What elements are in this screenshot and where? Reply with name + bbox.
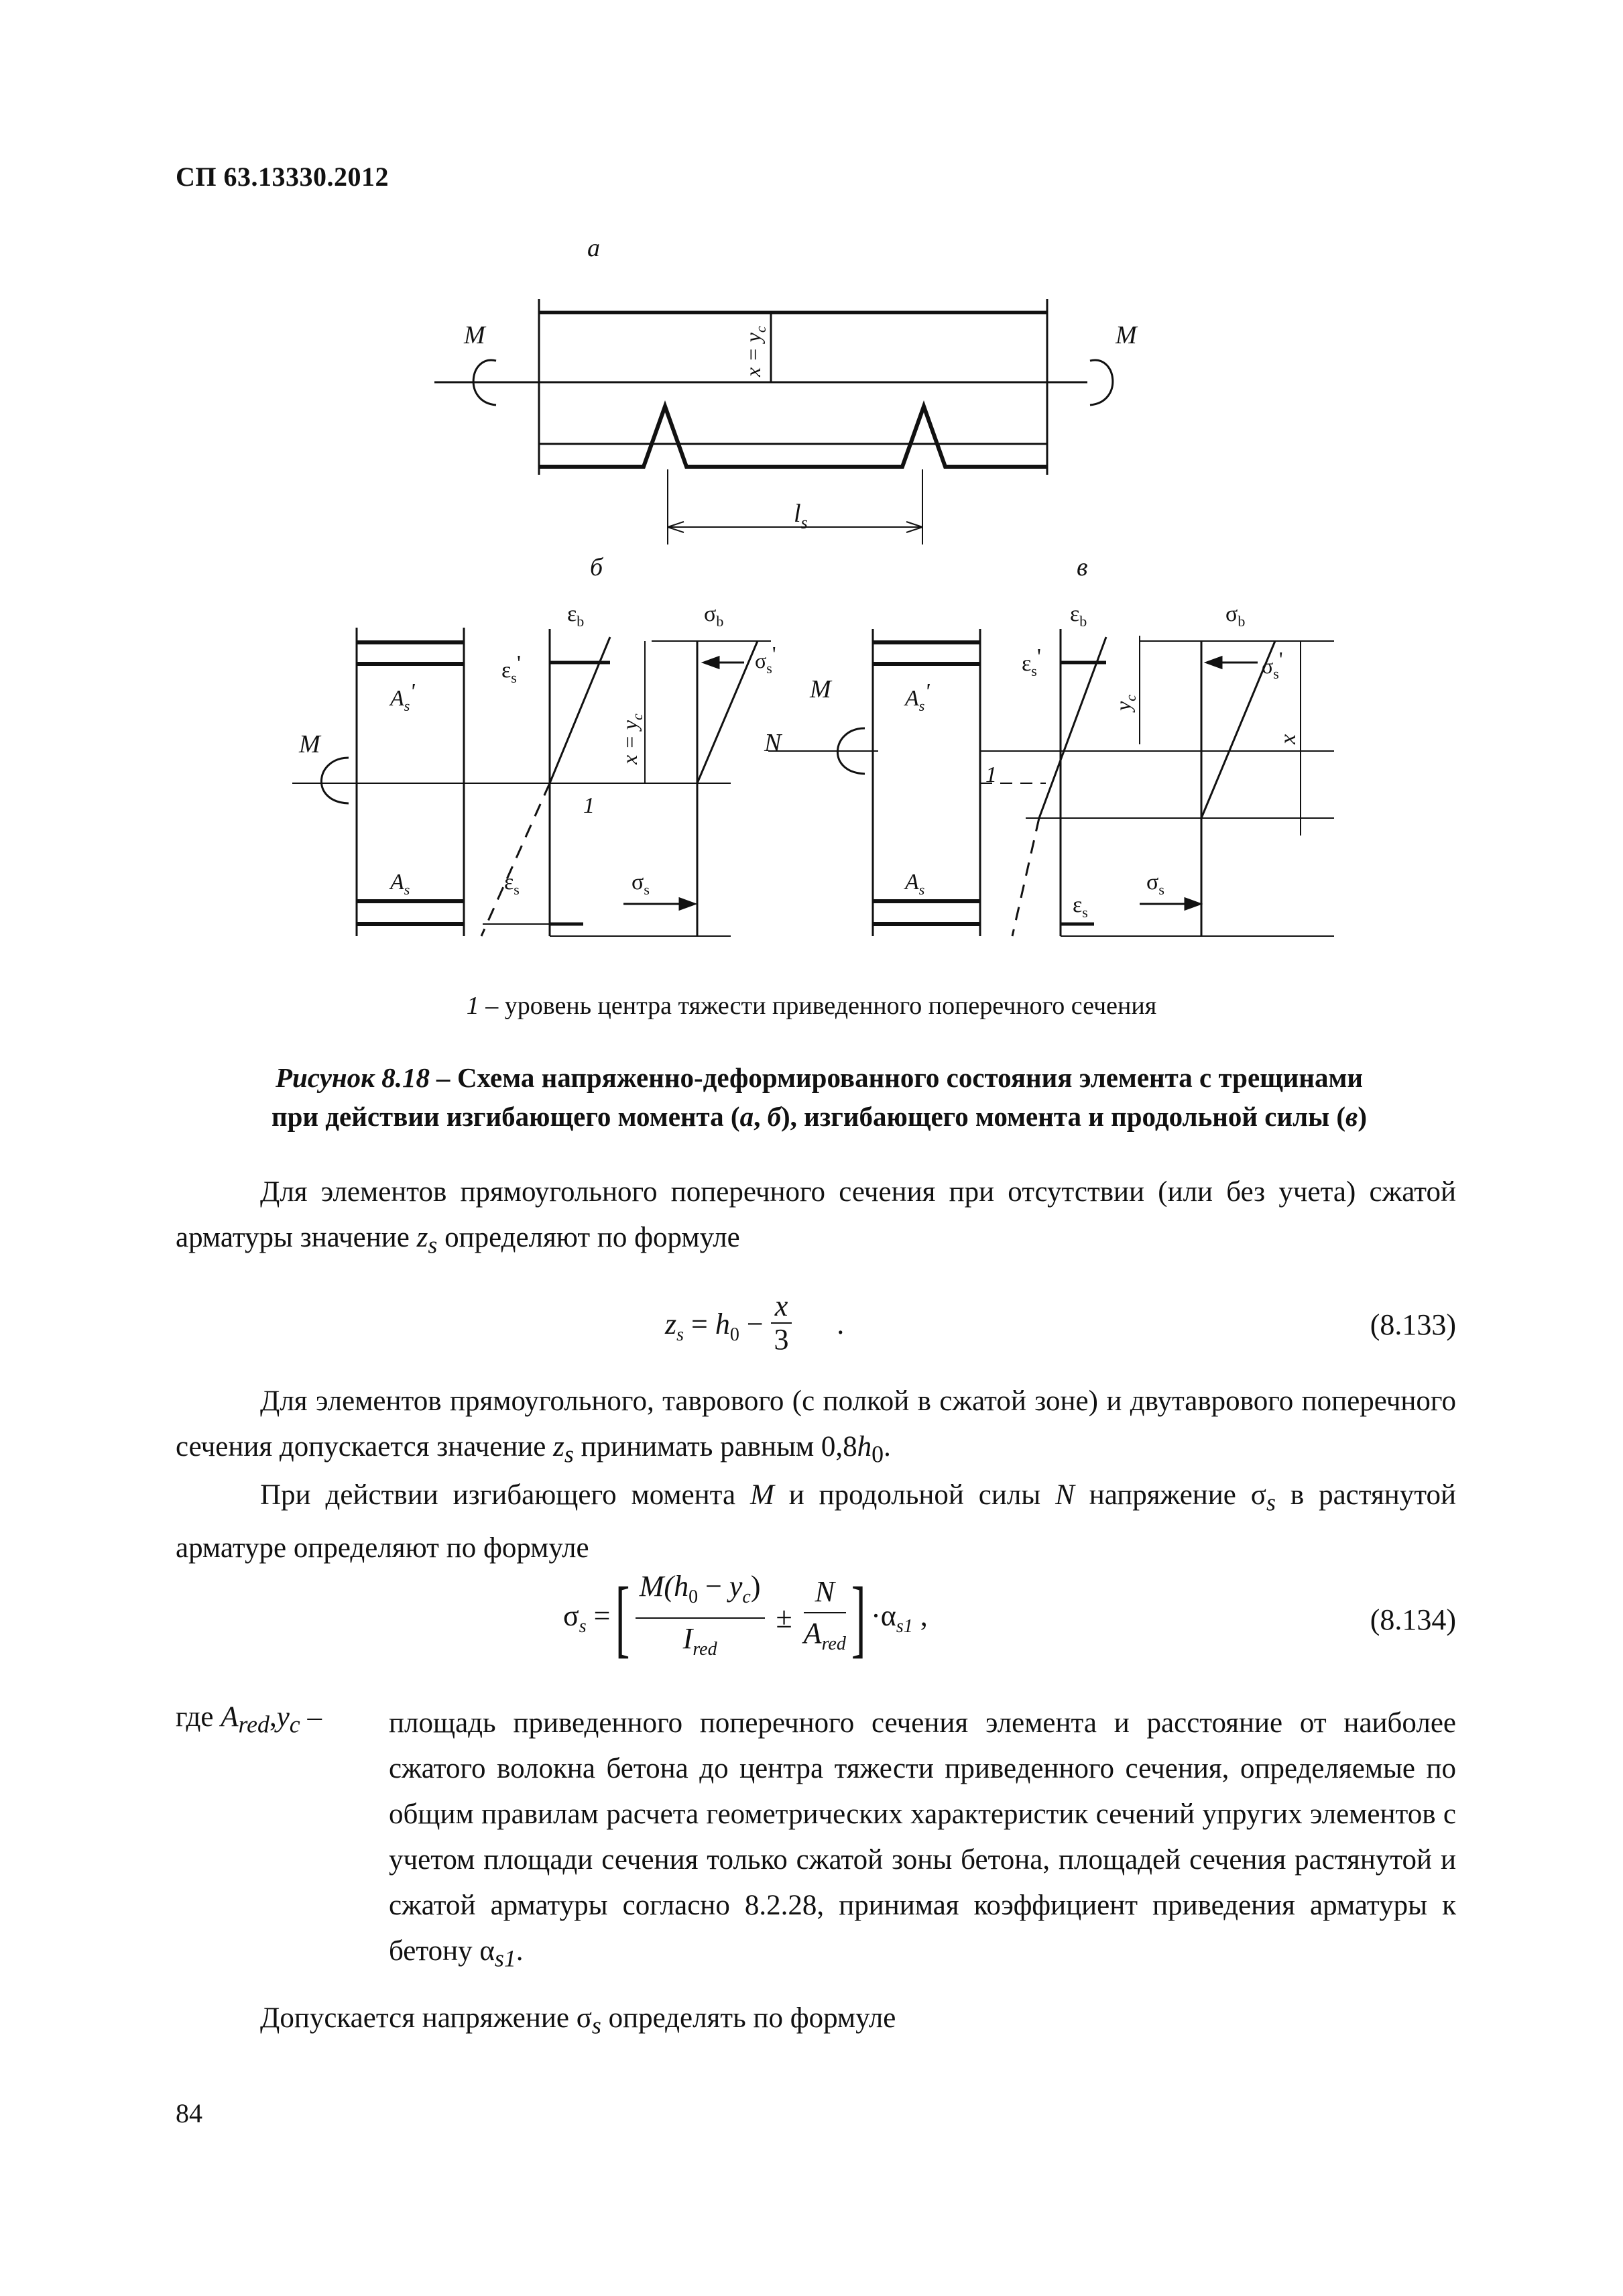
eps-s-prime-label-b: $\varepsilon_s'$	[501, 651, 521, 686]
where-term: где $A_{red},y_c$ –	[176, 1701, 322, 1738]
equation-8-134	[176, 1566, 1456, 1674]
sigma-s-prime-label-c: $\sigma_s'$	[1262, 647, 1283, 682]
figure-caption: Рисунок 8.18 – Схема напряженно-деформированного состояния элемента с трещинами при действии изгибающего момента (а, б), изгибающего момента и продольной силы (в)	[272, 1062, 1367, 1132]
eps-s-prime-label-c: $\varepsilon_s'$	[1022, 644, 1041, 679]
right-bracket: ]	[851, 1569, 866, 1666]
equation-number-8-134: (8.134)	[1370, 1603, 1456, 1636]
x-label-c: x	[1276, 734, 1301, 744]
x-eq-yc-label-b: $x = y_c$	[617, 713, 646, 764]
panel-label-c: в	[1077, 553, 1088, 581]
yc-label-c: $y_c$	[1111, 695, 1139, 711]
level-marker-b: 1	[583, 793, 595, 818]
equation-8-133-body: $z_s = h_0$ − $\frac{x}{3}$ .	[665, 1289, 845, 1356]
force-label-c: N	[764, 729, 782, 757]
paragraph-zs-rectangular: Для элементов прямоугольного поперечного сечения при отсутствии (или без учета) сжатой арматуры значение $z_s$ определяют по формуле	[176, 1176, 1456, 1259]
panel-label-a: а	[587, 234, 600, 262]
sigma-b-label-b: $\sigma_b$	[704, 601, 724, 630]
paragraph-sigma-alt: Допускается напряжение $\sigma_s$ определять по формуле	[260, 2002, 896, 2039]
sigma-b-label-c: $\sigma_b$	[1225, 601, 1246, 630]
paragraph-zs-tshape: Для элементов прямоугольного, таврового (с полкой в сжатой зоне) и двутаврового поперечного сечения допускается значение $z_s$ принимать равным $0,8h_0$.	[176, 1385, 1456, 1468]
panel-b-diagram	[292, 628, 771, 936]
level-marker-c: 1	[985, 762, 997, 787]
eps-s-label-c: $\varepsilon_s$	[1073, 893, 1088, 921]
document-code: СП 63.13330.2012	[176, 162, 389, 192]
panel-label-b: б	[590, 553, 603, 581]
equation-8-134-body: $\sigma_s$ = [ $M(h_0 - y_c)$ $I_{red}$ ± N $A_{red}$ ] $\cdot\alpha_{s1}$ ,	[563, 1566, 928, 1670]
equation-8-133	[176, 1289, 1456, 1356]
page-number: 84	[176, 2098, 202, 2128]
panel-a-diagram	[434, 299, 1113, 544]
as-prime-label-b: $A_s'$	[390, 679, 415, 714]
as-prime-label-c: $A_s'$	[905, 679, 930, 714]
x-eq-yc-label-a: $x = y_c$	[741, 326, 769, 377]
sigma-s-prime-label-b: $\sigma_s'$	[755, 642, 776, 677]
sigma-s-label-c: $\sigma_s$	[1146, 870, 1164, 898]
where-definition: площадь приведенного поперечного сечения элемента и расстояние от наиболее сжатого волокна бетона до центра тяжести приведенного сечения, определяемые по общим правилам расчета геометрических характеристик сечений упругих элементов с учетом площади сечения только сжатой зоны бетона, площадей сечения растянутой и сжатой арматуры согласно 8.2.28, принимая коэффициент приведения арматуры к бетону $\alpha_{s1}$.	[389, 1707, 1456, 1972]
equation-number-8-133: (8.133)	[1370, 1308, 1456, 1341]
eps-b-label-c: $\varepsilon_b$	[1070, 601, 1087, 630]
eps-s-label-b: $\varepsilon_s$	[504, 870, 520, 898]
moment-label-left-a: M	[464, 321, 485, 349]
moment-label-b: M	[299, 730, 320, 758]
crack-spacing-label: $l_s$	[794, 500, 808, 532]
left-bracket: [	[615, 1569, 630, 1666]
figure-8-18	[0, 0, 1623, 966]
as-label-b: $A_s$	[390, 870, 410, 898]
sigma-s-label-b: $\sigma_s$	[632, 870, 650, 898]
paragraph-sigma-intro: При действии изгибающего момента M и продольной силы N напряжение $\sigma_s$ в растянутой арматуре определяют по формуле	[176, 1479, 1456, 1564]
moment-label-c: M	[810, 675, 831, 703]
eps-b-label-b: $\varepsilon_b$	[567, 601, 585, 630]
figure-legend: 1 – уровень центра тяжести приведенного поперечного сечения	[466, 992, 1157, 1020]
as-label-c: $A_s$	[905, 870, 925, 898]
moment-label-right-a: M	[1116, 321, 1137, 349]
panel-c-diagram	[768, 629, 1334, 936]
